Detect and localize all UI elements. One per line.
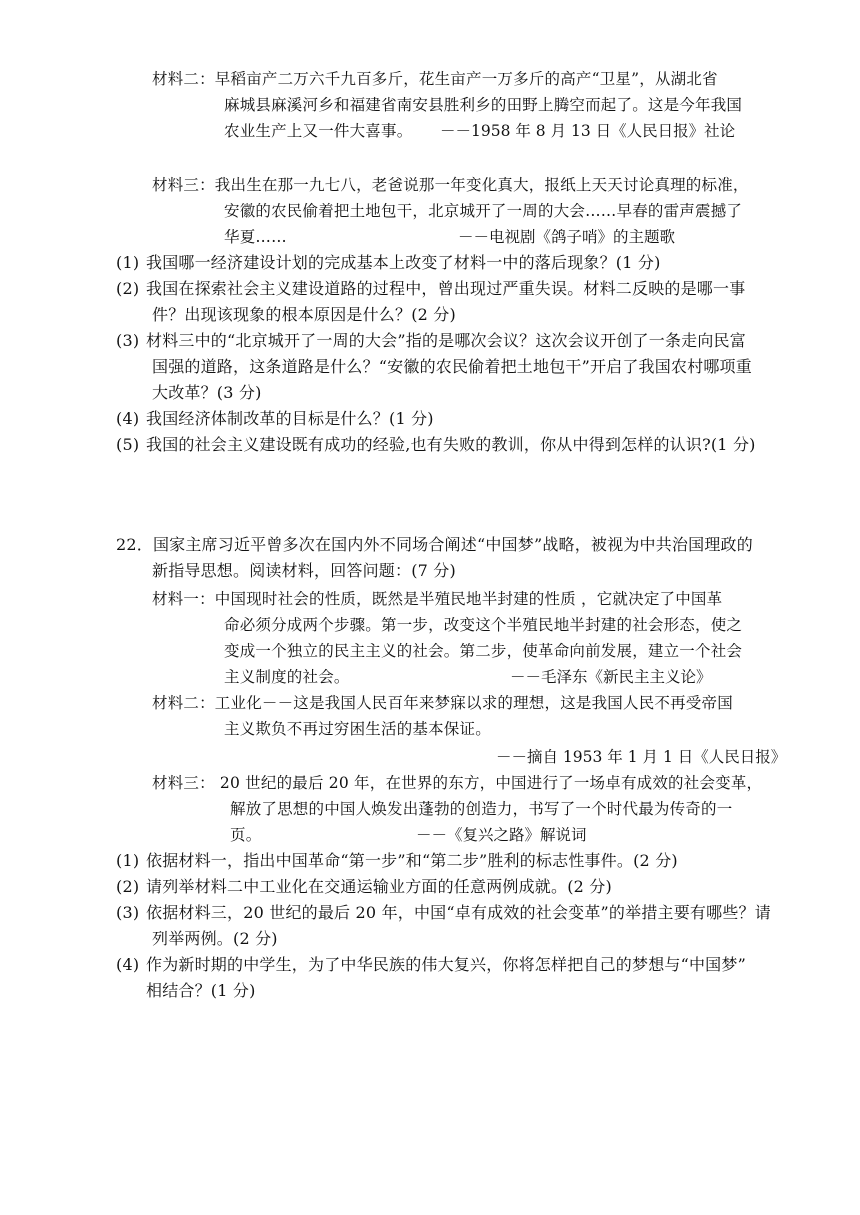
q22-question-1-number: (1) <box>116 851 140 870</box>
q22-material-1-line-2: 命必须分成两个步骤。第一步，改变这个半殖民地半封建的社会形态，使之 <box>224 616 743 634</box>
question-2-text: 我国在探索社会主义建设道路的过程中，曾出现过严重失误。材料二反映的是哪一事 <box>146 279 746 298</box>
q22-prompt-line-1: 22．国家主席习近平曾多次在国内外不同场合阐述“中国梦”战略，被视为中共治国理政的 <box>116 535 753 554</box>
question-4-text: 我国经济体制改革的目标是什么？(1 分) <box>146 409 434 428</box>
material-3-line-3: 华夏…… <box>224 228 287 246</box>
q22-material-3-source: －－《复兴之路》解说词 <box>416 826 587 844</box>
q22-prompt-line-2: 新指导思想。阅读材料，回答问题：(7 分) <box>152 561 456 580</box>
q22-material-3-line-2: 解放了思想的中国人焕发出蓬勃的创造力，书写了一个时代最为传奇的一 <box>230 800 733 818</box>
material-2-line-1: 材料二：早稻亩产二万六千九百多斤，花生亩产一万多斤的高产“卫星”，从湖北省 <box>152 70 718 88</box>
question-3-text: 材料三中的“北京城开了一周的大会”指的是哪次会议？这次会议开创了一条走向民富 <box>146 331 746 350</box>
q22-material-3-line-3: 页。 <box>230 826 262 844</box>
question-5-number: (5) <box>116 435 140 454</box>
question-3-number: (3) <box>116 331 140 350</box>
material-2-line-2: 麻城县麻溪河乡和福建省南安县胜利乡的田野上腾空而起了。这是今年我国 <box>224 96 743 114</box>
question-5-text: 我国的社会主义建设既有成功的经验,也有失败的教训，你从中得到怎样的认识?(1 分) <box>146 435 756 454</box>
q22-question-2-text: 请列举材料二中工业化在交通运输业方面的任意两例成就。(2 分) <box>146 877 612 896</box>
q22-question-2-number: (2) <box>116 877 140 896</box>
question-2-number: (2) <box>116 279 140 298</box>
material-2-source: －－1958 年 8 月 13 日《人民日报》社论 <box>440 122 736 140</box>
q22-material-2-source: －－摘自 1953 年 1 月 1 日《人民日报》 <box>496 748 787 766</box>
material-3-line-1: 材料三：我出生在那一九七八，老爸说那一年变化真大，报纸上天天讨论真理的标准， <box>152 176 749 194</box>
q22-material-1-line-4: 主义制度的社会。 <box>224 668 350 686</box>
q22-question-4-text-cont: 相结合？(1 分) <box>146 981 256 1000</box>
question-1-number: (1) <box>116 253 140 272</box>
q22-material-2-line-2: 主义欺负不再过穷困生活的基本保证。 <box>224 720 491 738</box>
q22-material-1-line-3: 变成一个独立的民主主义的社会。第二步，使革命向前发展，建立一个社会 <box>224 642 743 660</box>
material-3-source: －－电视剧《鸽子哨》的主题歌 <box>458 228 676 246</box>
question-1-text: 我国哪一经济建设计划的完成基本上改变了材料一中的落后现象？(1 分) <box>146 253 661 272</box>
material-3-line-2: 安徽的农民偷着把土地包干，北京城开了一周的大会……早春的雷声震撼了 <box>224 202 743 220</box>
q22-material-2-line-1: 材料二：工业化－－这是我国人民百年来梦寐以求的理想，这是我国人民不再受帝国 <box>152 694 733 712</box>
q22-question-4-text: 作为新时期的中学生，为了中华民族的伟大复兴，你将怎样把自己的梦想与“中国梦” <box>146 955 746 974</box>
q22-question-4-number: (4) <box>116 955 140 974</box>
q22-question-3-number: (3) <box>116 903 140 922</box>
q22-material-1-line-1: 材料一：中国现时社会的性质，既然是半殖民地半封建的性质 ，它就决定了中国革 <box>152 590 723 608</box>
question-4-number: (4) <box>116 409 140 428</box>
q22-material-1-source: －－毛泽东《新民主主义论》 <box>510 668 712 686</box>
material-2-line-3: 农业生产上又一件大喜事。 <box>224 122 413 140</box>
q22-question-1-text: 依据材料一，指出中国革命“第一步”和“第二步”胜利的标志性事件。(2 分) <box>146 851 678 870</box>
q22-question-3-text-cont: 列举两例。(2 分) <box>152 929 278 948</box>
question-2-text-cont: 件？出现该现象的根本原因是什么？(2 分) <box>152 305 456 324</box>
question-3-text-cont: 国强的道路，这条道路是什么？“安徽的农民偷着把土地包干”开启了我国农村哪项重 <box>152 357 752 376</box>
q22-material-3-line-1: 材料三： 20 世纪的最后 20 年，在世界的东方，中国进行了一场卓有成效的社会变革， <box>152 774 763 792</box>
q22-question-3-text: 依据材料三，20 世纪的最后 20 年，中国“卓有成效的社会变革”的举措主要有哪些？请 <box>146 903 771 922</box>
question-3-text-cont-2: 大改革？(3 分) <box>152 383 262 402</box>
